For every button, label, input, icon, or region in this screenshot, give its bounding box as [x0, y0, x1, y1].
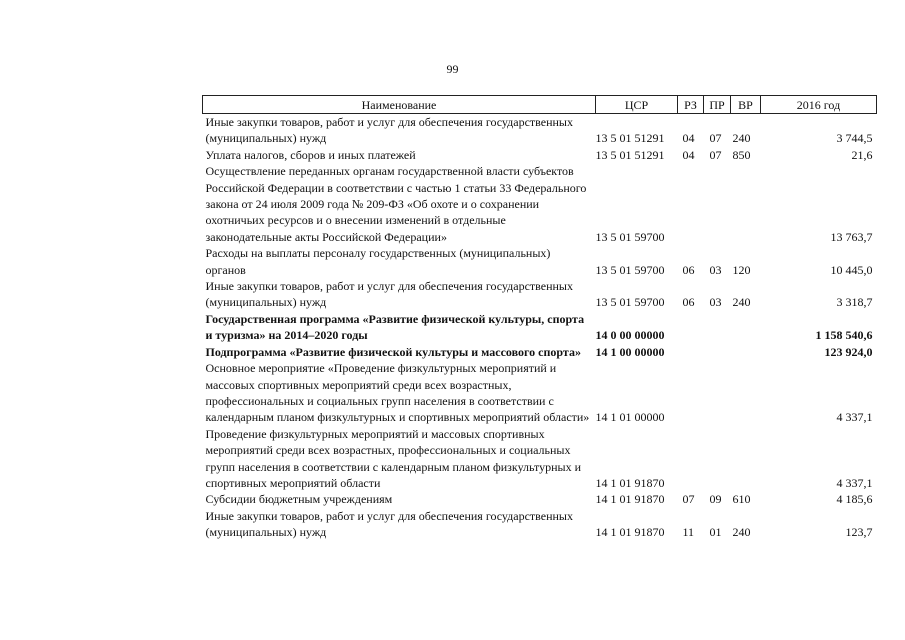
row-rz	[678, 360, 704, 426]
row-rz: 07	[682, 492, 695, 507]
row-amount: 21,6	[851, 147, 873, 162]
row-vr: 120	[732, 262, 751, 277]
row-name: Иные закупки товаров, работ и услуг для обеспечения государственных (муниципальных) нужд	[205, 508, 573, 540]
row-pr: 01	[709, 525, 722, 540]
row-amount: 3 744,5	[836, 131, 873, 146]
row-csr: 14 1 01 91870	[595, 492, 665, 507]
table-row	[203, 278, 877, 311]
table-row	[203, 163, 877, 245]
budget-table	[202, 95, 877, 541]
row-pr	[704, 344, 731, 360]
row-rz	[678, 311, 704, 344]
header-vr: ВР	[731, 96, 761, 114]
row-name: Проведение физкультурных мероприятий и массовых спортивных мероприятий среди всех возрастных, профессиональных и социальных групп населения в соответствии с календарным планом физкультурных и спортивных мероприятий области	[205, 426, 582, 490]
row-csr: 14 1 01 91870	[595, 525, 665, 540]
table-row	[203, 426, 877, 492]
row-pr: 07	[709, 131, 722, 146]
row-rz: 04	[682, 131, 695, 146]
row-pr	[704, 163, 731, 245]
row-name: Основное мероприятие «Проведение физкультурных мероприятий и массовых спортивных мероприятий среди всех возрастных, профессиональных и социальных групп населения в соответствии с календарным планом физкультурных и спортивных мероприятий области»	[205, 361, 590, 425]
table-row	[203, 114, 877, 147]
row-amount: 3 318,7	[836, 295, 873, 310]
row-csr: 14 1 01 91870	[595, 475, 665, 490]
row-amount: 4 337,1	[836, 475, 873, 490]
row-pr: 07	[709, 147, 722, 162]
row-pr: 03	[709, 295, 722, 310]
row-csr: 14 0 00 00000	[595, 328, 665, 343]
row-pr	[704, 426, 731, 492]
row-csr: 13 5 01 59700	[595, 229, 665, 244]
row-amount: 10 445,0	[830, 262, 873, 277]
header-rz: РЗ	[678, 96, 704, 114]
row-csr: 14 1 00 00000	[595, 344, 665, 359]
row-amount: 123 924,0	[824, 344, 873, 359]
row-amount: 4 185,6	[836, 492, 873, 507]
row-name: Иные закупки товаров, работ и услуг для обеспечения государственных (муниципальных) нужд	[205, 115, 573, 146]
row-vr: 610	[732, 492, 751, 507]
header-pr: ПР	[704, 96, 731, 114]
row-amount: 13 763,7	[830, 229, 873, 244]
row-rz: 04	[682, 147, 695, 162]
table-row	[203, 491, 877, 507]
row-rz	[678, 163, 704, 245]
row-pr: 09	[709, 492, 722, 507]
row-name: Субсидии бюджетным учреждениям	[205, 492, 393, 507]
row-pr: 03	[709, 262, 722, 277]
table-header-row	[203, 96, 877, 114]
row-name: Государственная программа «Развитие физической культуры, спорта и туризма» на 2014–2020 годы	[205, 311, 585, 343]
row-vr	[731, 360, 761, 426]
row-vr: 240	[732, 525, 751, 540]
row-vr	[731, 163, 761, 245]
row-vr	[731, 344, 761, 360]
row-amount: 4 337,1	[836, 410, 873, 425]
row-name: Расходы на выплаты персоналу государственных (муниципальных) органов	[205, 246, 551, 277]
row-csr: 13 5 01 59700	[595, 262, 665, 277]
row-rz	[678, 344, 704, 360]
row-vr: 850	[732, 147, 751, 162]
header-name: Наименование	[203, 96, 596, 114]
row-vr	[731, 426, 761, 492]
row-pr	[704, 360, 731, 426]
row-name: Осуществление переданных органам государственной власти субъектов Российской Федерации в соответствии с частью 1 статьи 33 Федерального закона от 24 июля 2009 года № 209-ФЗ «Об охоте и о сохранении охотничьих ресурсов и о внесении изменений в отдельные законодательные акты Российской Федерации»	[205, 164, 587, 244]
row-rz	[678, 426, 704, 492]
row-vr	[731, 311, 761, 344]
header-year: 2016 год	[761, 96, 877, 114]
row-vr: 240	[732, 295, 751, 310]
header-csr: ЦСР	[596, 96, 678, 114]
row-rz: 11	[682, 525, 695, 540]
row-amount: 123,7	[845, 525, 873, 540]
row-vr: 240	[732, 131, 751, 146]
row-csr: 13 5 01 51291	[595, 147, 665, 162]
row-name: Подпрограмма «Развитие физической культуры и массового спорта»	[205, 344, 581, 359]
table-row	[203, 360, 877, 426]
table-row	[203, 311, 877, 344]
row-amount: 1 158 540,6	[815, 328, 873, 343]
table-row	[203, 147, 877, 163]
page-number: 99	[446, 62, 459, 76]
row-csr: 13 5 01 59700	[595, 295, 665, 310]
row-rz: 06	[682, 295, 695, 310]
table-row	[203, 245, 877, 278]
row-rz: 06	[682, 262, 695, 277]
row-pr	[704, 311, 731, 344]
table-row	[203, 344, 877, 360]
row-name: Иные закупки товаров, работ и услуг для обеспечения государственных (муниципальных) нужд	[205, 279, 573, 310]
row-name: Уплата налогов, сборов и иных платежей	[205, 147, 416, 162]
table-row	[203, 508, 877, 541]
row-csr: 13 5 01 51291	[595, 131, 665, 146]
row-csr: 14 1 01 00000	[595, 410, 665, 425]
